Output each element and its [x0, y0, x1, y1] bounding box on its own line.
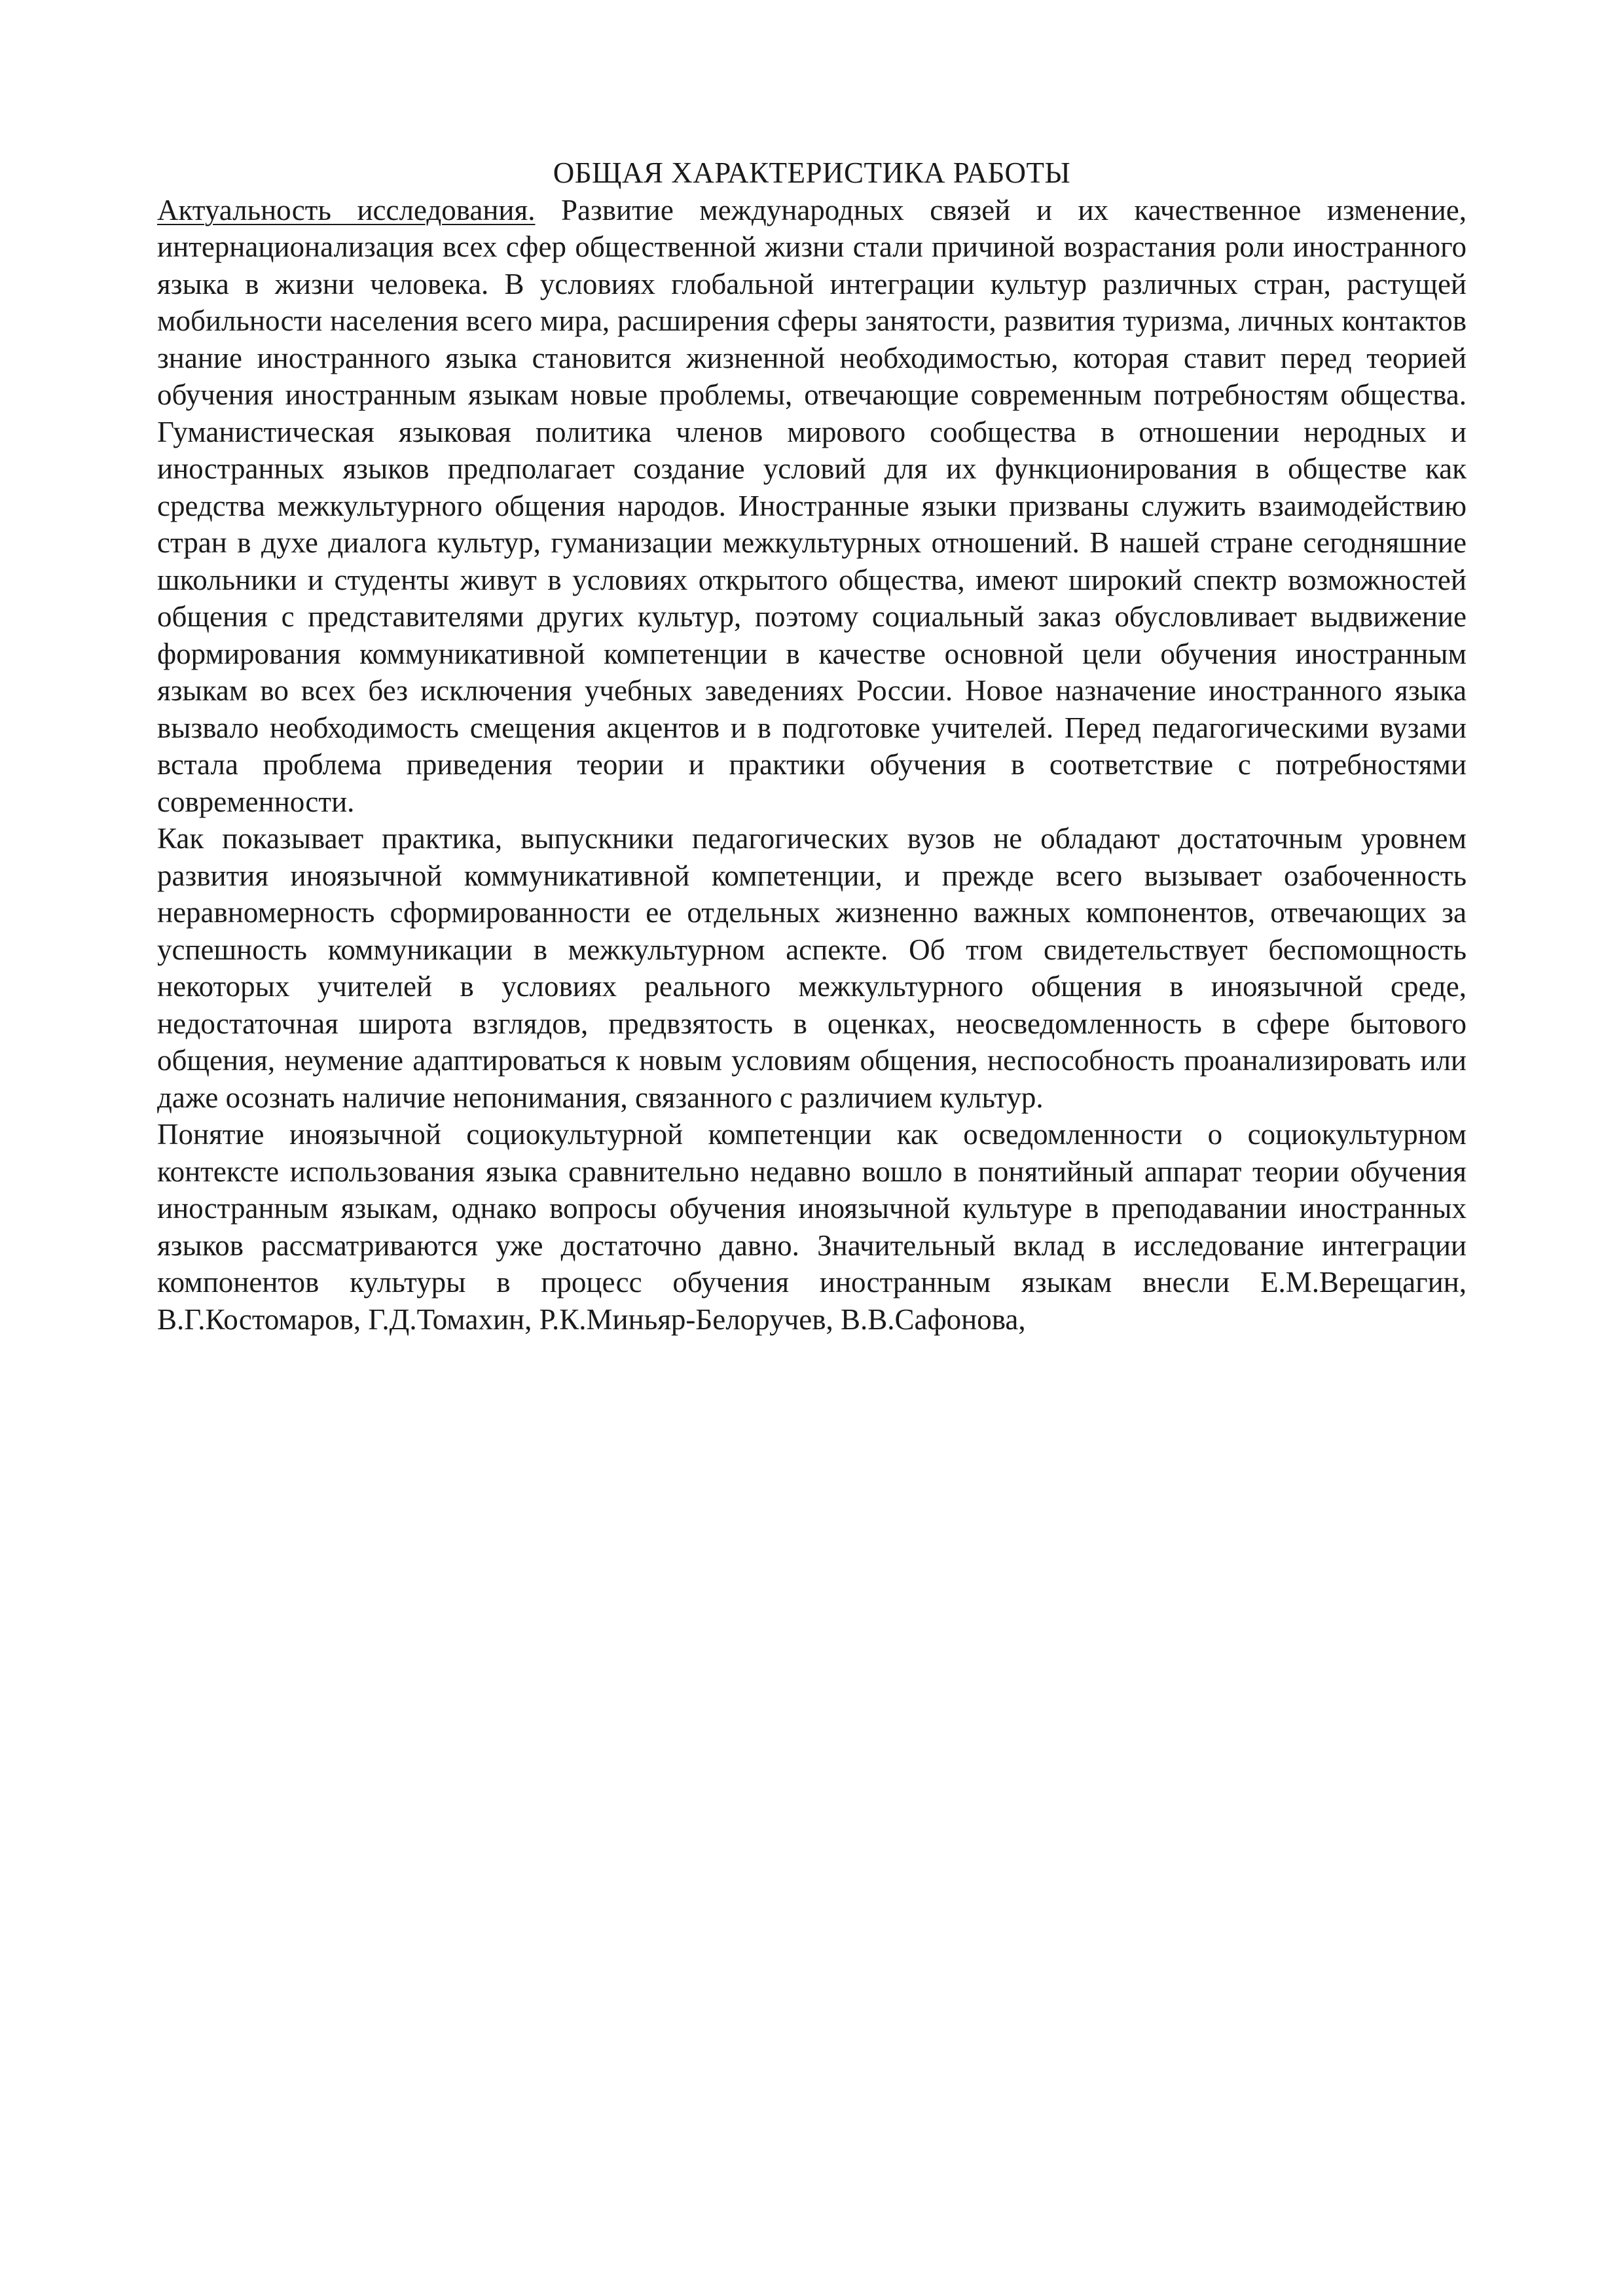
paragraph-relevance — [157, 192, 1467, 821]
document-title: ОБЩАЯ ХАРАКТЕРИСТИКА РАБОТЫ — [553, 156, 1071, 189]
paragraph-lead-heading: Актуальность исследования. — [157, 193, 536, 226]
paragraph-concept: Понятие иноязычной социокультурной компетенции как осведомленности о социокультурном контексте использования языка сравнительно недавно вошло в понятийный аппарат теории обучения иностранным языкам, однако вопросы обучения иноязычной культуре в преподавании иностранных языков рассматриваются уже достаточно давно. Значительный вклад в исследование интеграции компонентов культуры в процесс обучения иностранным языкам внесли Е.М.Верещагин, В.Г.Костомаров, Г.Д.Томахин, Р.К.Миньяр-Белоручев, В.В.Сафонова, — [157, 1118, 1467, 1336]
paragraph-practice: Как показывает практика, выпускники педагогических вузов не обладают достаточным уровнем развития иноязычной коммуникативной компетенции, и прежде всего вызывает озабоченность неравномерность сформированности ее отдельных жизненно важных компонентов, отвечающих за успешность коммуникации в межкультурном аспекте. Об тгом свидетельствует беспомощность некоторых учителей в условиях реального межкультурного общения в иноязычной среде, недостаточная широта взглядов, предвзятость в оценках, неосведомленность в сфере бытового общения, неумение адаптироваться к новым условиям общения, неспособность проанализировать или даже осознать наличие непонимания, связанного с различием культур. — [157, 822, 1467, 1114]
document-page — [157, 154, 1467, 1338]
paragraph-body: Развитие международных связей и их качественное изменение, интернационализация всех сфер общественной жизни стали причиной возрастания роли иностранного языка в жизни человека. В условиях глобальной интеграции культур различных стран, растущей мобильности населения всего мира, расширения сферы занятости, развития туризма, личных контактов знание иностранного языка становится жизненной необходимостью, которая ставит перед теорией обучения иностранным языкам новые проблемы, отвечающие современным потребностям общества. Гуманистическая языковая политика членов мирового сообщества в отношении неродных и иностранных языков предполагает создание условий для их функционирования в обществе как средства межкультурного общения народов. Иностранные языки призваны служить взаимодействию стран в духе диалога культур, гуманизации межкультурных отношений. В нашей стране сегодняшние школьники и студенты живут в условиях открытого общества, имеют широкий спектр возможностей общения с представителями других культур, поэтому социальный заказ обусловливает выдвижение формирования коммуникативной компетенции в качестве основной цели обучения иностранным языкам во всех без исключения учебных заведениях России. Новое назначение иностранного языка вызвало необходимость смещения акцентов и в подготовке учителей. Перед педагогическими вузами встала проблема приведения теории и практики обучения в соответствие с потребностями современности. — [157, 193, 1467, 818]
